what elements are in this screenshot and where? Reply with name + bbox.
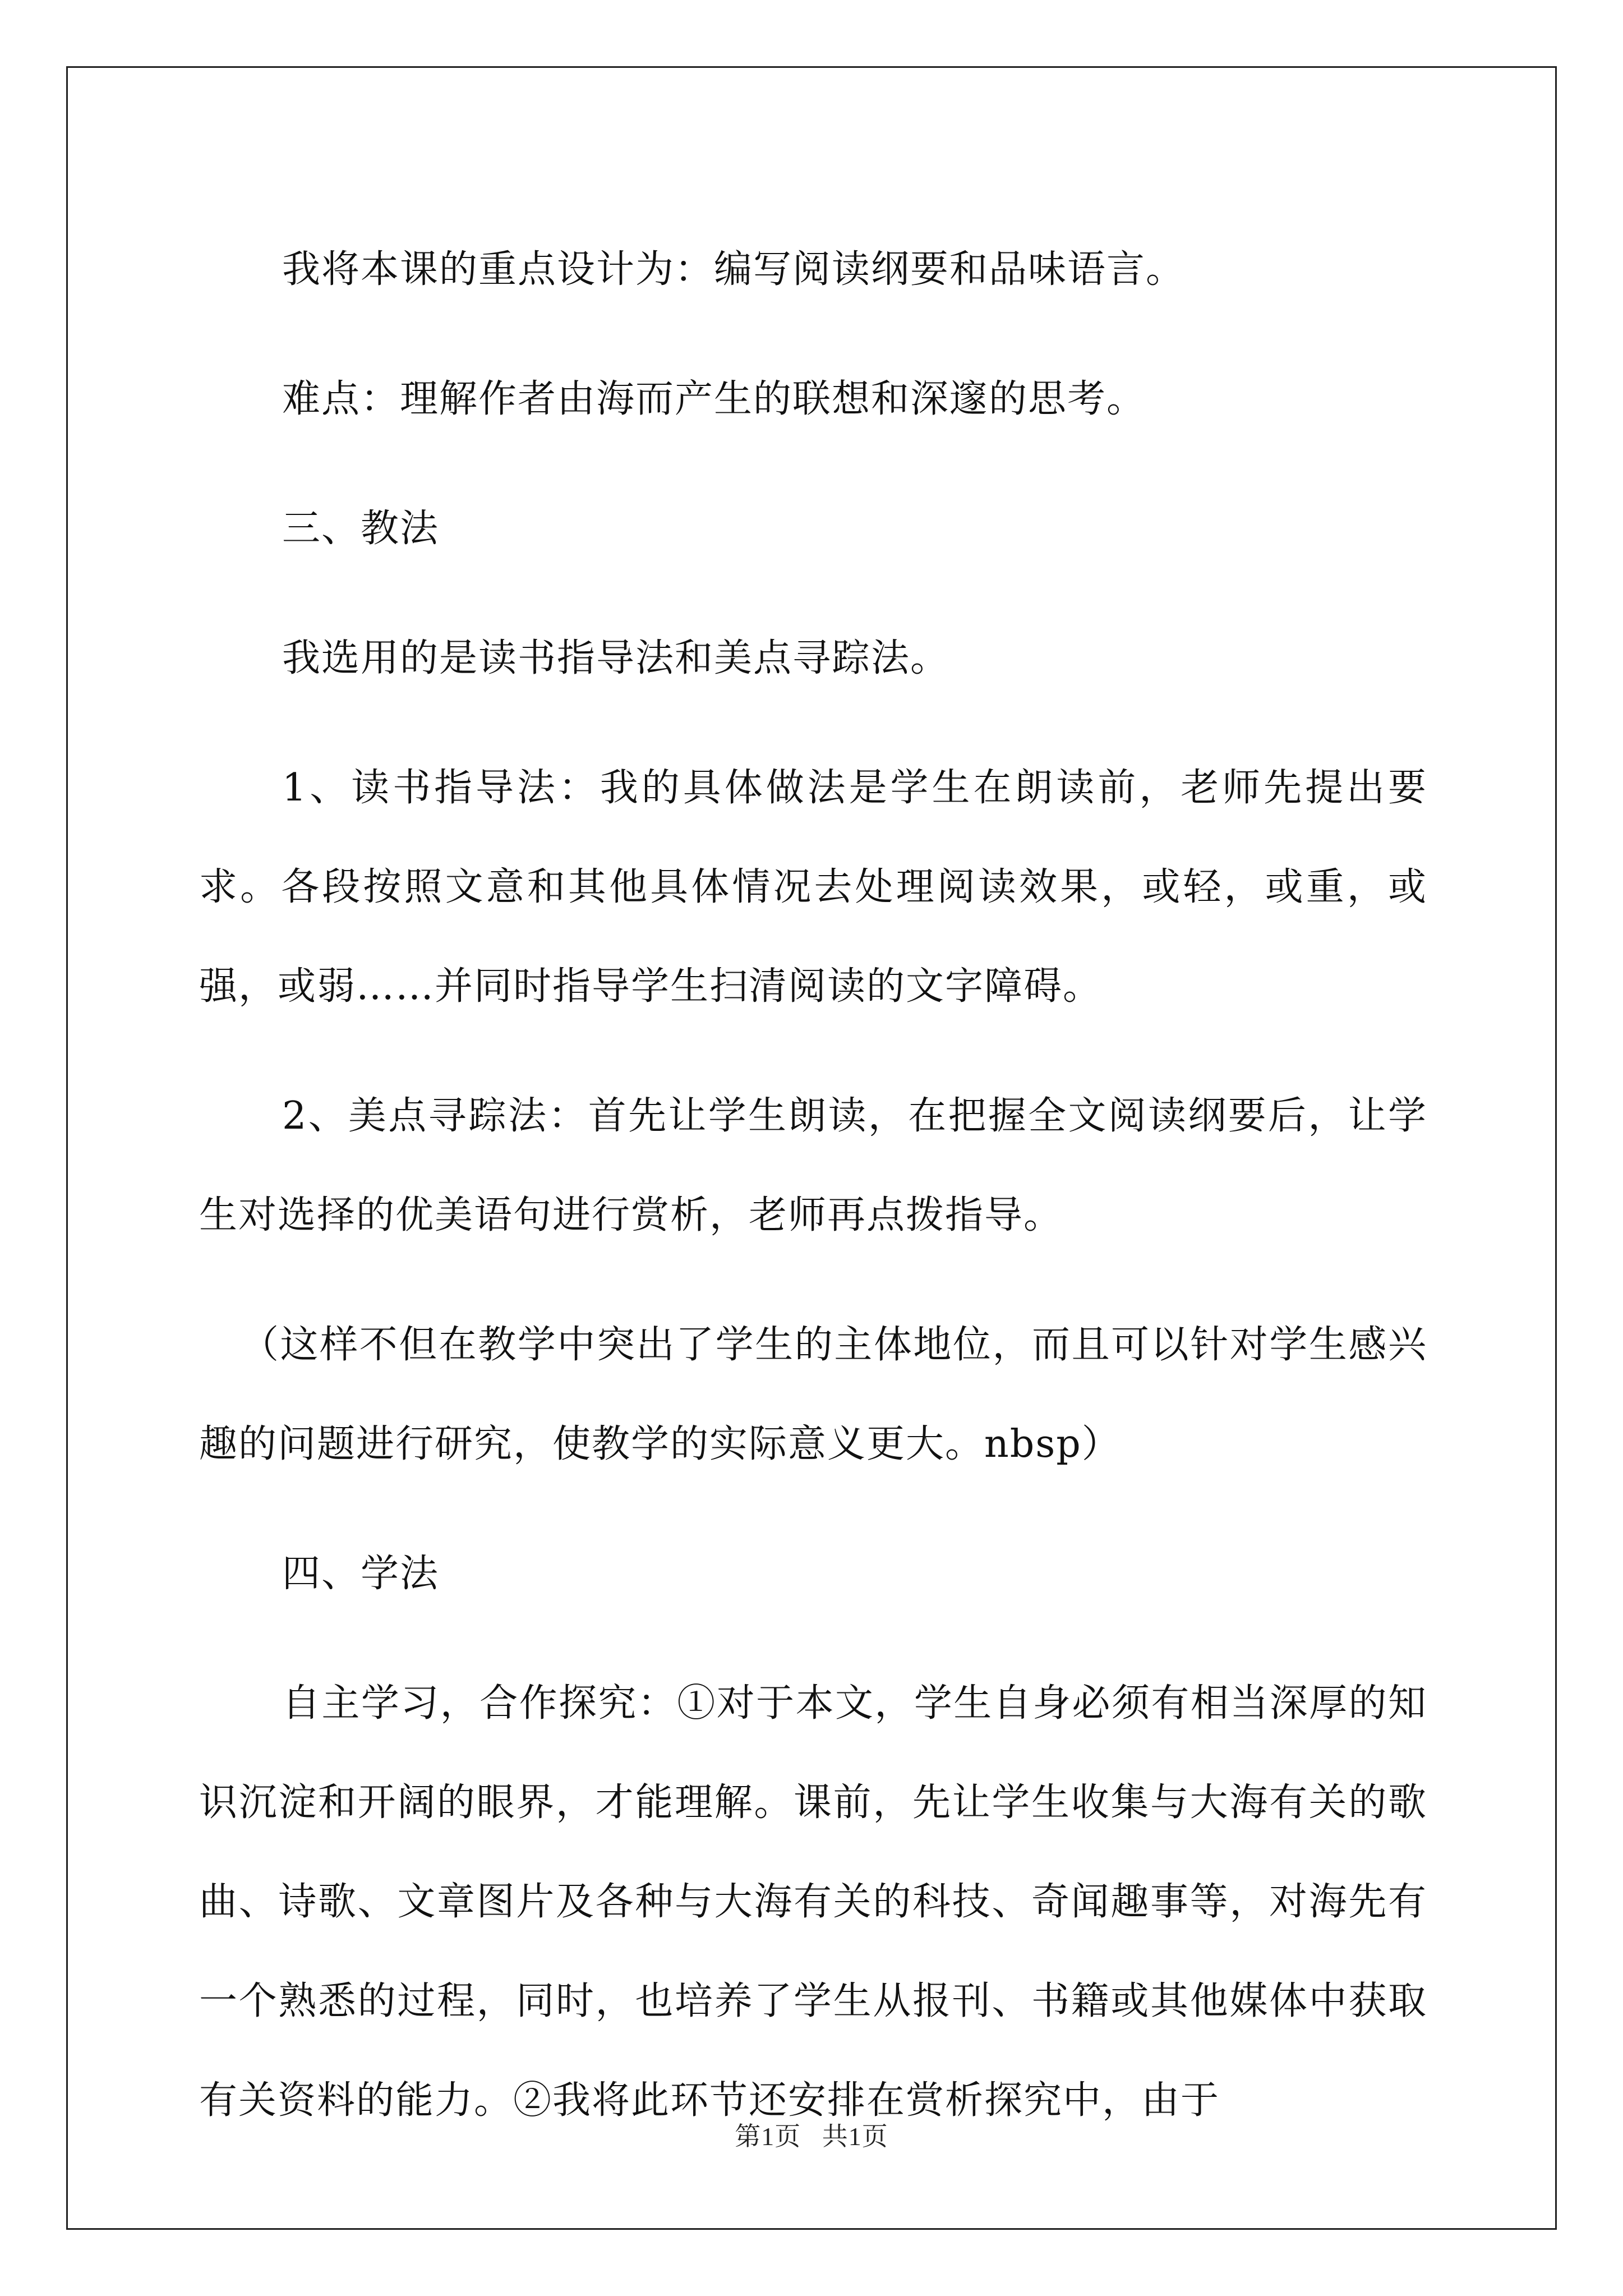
- heading-learning-method: 四、学法: [282, 1552, 440, 1596]
- paragraph-reading-guidance: 1、读书指导法：我的具体做法是学生在朗读前，老师先提出要求。各段按照文意和其他具体情况去处理阅读效果，或轻，或重，或强，或弱……并同时指导学生扫清阅读的文字障碍。: [199, 766, 1427, 1009]
- paragraph-method-intro: 我选用的是读书指导法和美点寻踪法。: [282, 636, 950, 680]
- document-body: [199, 220, 1427, 2180]
- paragraph-beauty-tracing: 2、美点寻踪法：首先让学生朗读，在把握全文阅读纲要后，让学生对选择的优美语句进行赏析，老师再点拨指导。: [199, 1094, 1427, 1237]
- page-number: 第1页: [735, 2122, 801, 2151]
- paragraph-key-points: 我将本课的重点设计为：编写阅读纲要和品味语言。: [282, 247, 1186, 292]
- page-total: 共1页: [822, 2122, 888, 2151]
- paragraph-self-study: 自主学习，合作探究：①对于本文，学生自身必须有相当深厚的知识沉淀和开阔的眼界，才能理解。课前，先让学生收集与大海有关的歌曲、诗歌、文章图片及各种与大海有关的科技、奇闻趣事等，对海先有一个熟悉的过程，同时，也培养了学生从报刊、书籍或其他媒体中获取有关资料的能力。②我将此环节还安排在赏析探究中，由于: [199, 1681, 1427, 2123]
- paragraph-difficulty: 难点：理解作者由海而产生的联想和深邃的思考。: [282, 377, 1146, 421]
- heading-teaching-method: 三、教法: [282, 507, 440, 551]
- paragraph-note: （这样不但在教学中突出了学生的主体地位，而且可以针对学生感兴趣的问题进行研究，使教学的实际意义更大。nbsp）: [199, 1323, 1427, 1466]
- page-footer: [0, 2116, 1623, 2153]
